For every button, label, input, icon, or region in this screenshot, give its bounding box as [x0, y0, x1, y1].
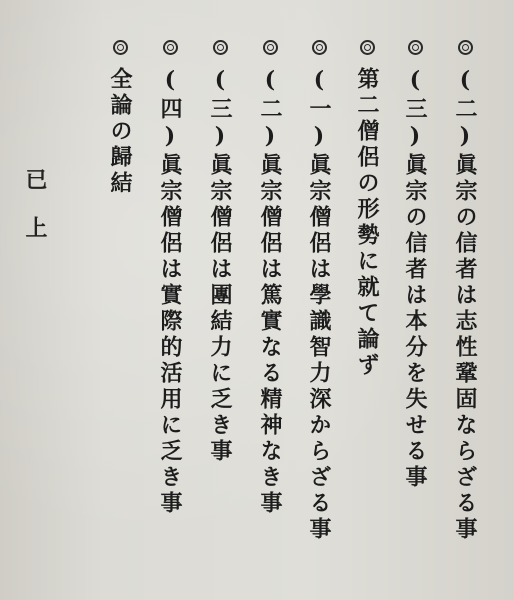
toc-section-heading: 第二僧侶の形勢に就て論ず	[354, 67, 380, 379]
double-circle-icon	[263, 40, 278, 55]
toc-column-8	[103, 0, 137, 197]
double-circle-icon	[163, 40, 178, 55]
toc-entry: (二)眞宗僧侶は篤實なる精神なき事	[257, 67, 283, 517]
double-circle-icon	[213, 40, 228, 55]
toc-entry: (三)眞宗僧侶は團結力に乏き事	[207, 67, 233, 465]
double-circle-icon	[408, 40, 423, 55]
toc-entry: (四)眞宗僧侶は實際的活用に乏き事	[157, 67, 183, 517]
double-circle-icon	[312, 40, 327, 55]
toc-column-2	[398, 0, 432, 491]
end-note: 已上	[22, 168, 48, 264]
toc-entry: (一)眞宗僧侶は學識智力深からざる事	[306, 67, 332, 543]
toc-entry: (三)眞宗の信者は本分を失せる事	[402, 67, 428, 491]
toc-section-heading: 全論の歸結	[107, 67, 133, 197]
toc-column-7	[153, 0, 187, 517]
toc-column-6	[203, 0, 237, 465]
double-circle-icon	[360, 40, 375, 55]
double-circle-icon	[113, 40, 128, 55]
toc-column-3	[350, 0, 384, 379]
toc-entry: (二)眞宗の信者は志性鞏固ならざる事	[452, 67, 478, 543]
double-circle-icon	[458, 40, 473, 55]
toc-column-1	[448, 0, 482, 543]
toc-column-4	[302, 0, 336, 543]
toc-column-5	[253, 0, 287, 517]
